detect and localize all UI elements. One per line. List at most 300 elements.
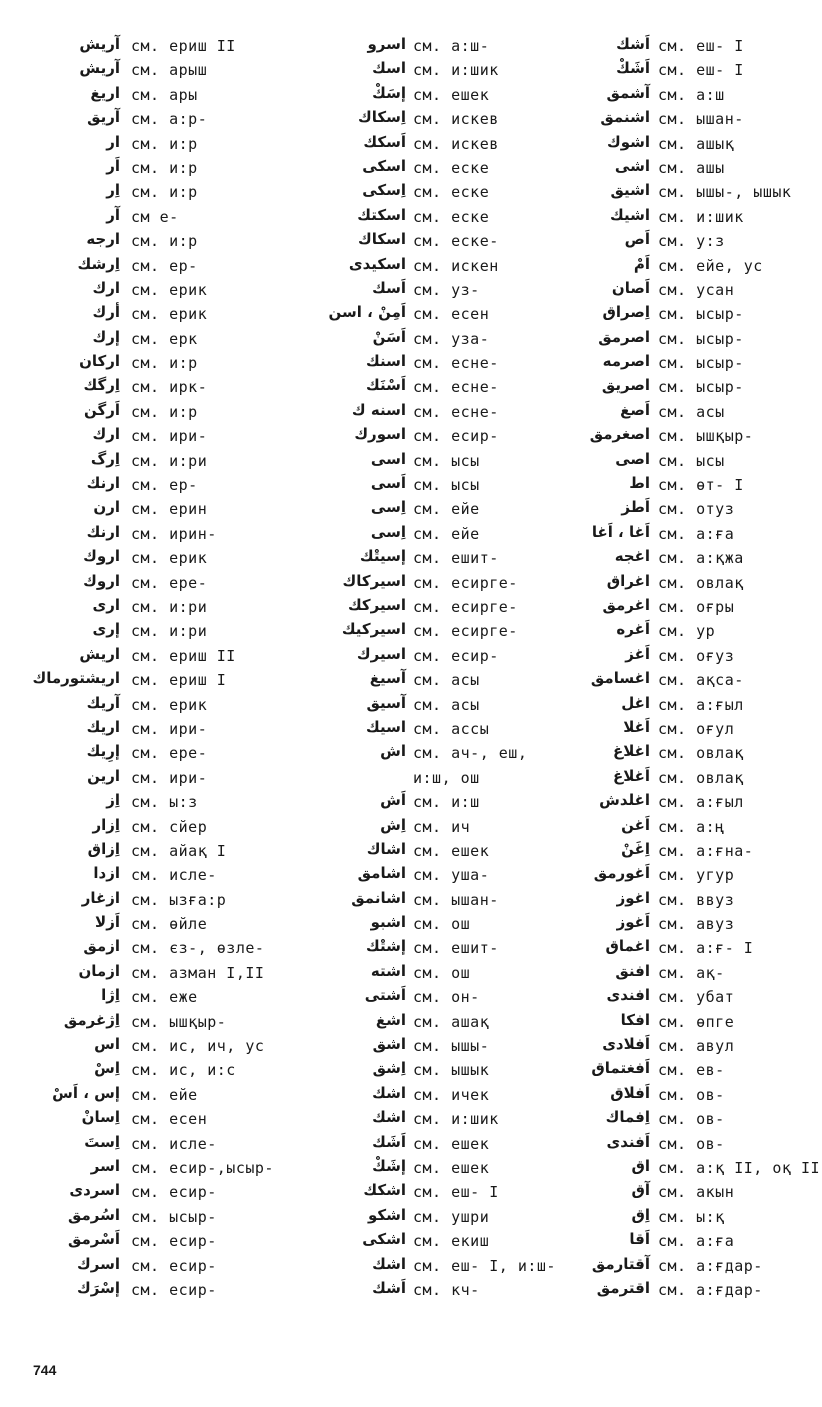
cross-reference: см. оғуз [658, 646, 735, 665]
cross-reference: см. ышан- [413, 890, 499, 909]
arabic-headword: اَغورمق [593, 864, 650, 883]
arabic-headword: اَطز [621, 498, 650, 517]
cross-reference: см. ысы [413, 451, 480, 470]
entry-row [545, 1106, 815, 1130]
cross-reference: см. ышқыр- [131, 1012, 227, 1031]
cross-reference: см. ош [413, 963, 471, 982]
cross-reference: см. есен [131, 1110, 208, 1129]
entry-row [545, 399, 815, 423]
arabic-headword: ارجه [86, 230, 120, 249]
arabic-headword: اَصغ [620, 400, 650, 419]
entry-row [0, 350, 275, 374]
arabic-headword: اَغن [621, 815, 650, 834]
cross-reference: см. есирге- [413, 622, 518, 641]
arabic-headword: اِژا [101, 986, 120, 1005]
entry-row [270, 82, 545, 106]
entry-row [0, 204, 275, 228]
cross-reference: см. өйле [131, 915, 208, 934]
entry-row [0, 765, 275, 789]
entry-row [270, 862, 545, 886]
arabic-headword: اغلاغ [612, 742, 650, 761]
cross-reference: см. отуз [658, 500, 735, 519]
arabic-headword: اغسامق [590, 669, 650, 688]
entry-row [545, 33, 815, 57]
entry-row [270, 253, 545, 277]
entry-row [545, 716, 815, 740]
cross-reference: см. ер- [131, 256, 198, 275]
entry-row [270, 789, 545, 813]
cross-reference: см. єз-, өзле- [131, 939, 265, 958]
entry-row [0, 716, 275, 740]
cross-reference: см. ысыр- [658, 329, 744, 348]
dictionary-column-1 [0, 33, 275, 1301]
cross-reference: см. ышқыр- [658, 427, 754, 446]
arabic-headword: إسَكْ [372, 83, 406, 102]
cross-reference: см. есен [413, 305, 490, 324]
entry-row [0, 667, 275, 691]
arabic-headword: آريك [86, 693, 120, 712]
cross-reference: см. ич [413, 817, 471, 836]
entry-row [270, 594, 545, 618]
arabic-headword: اشبو [370, 913, 406, 932]
arabic-headword: اِز [106, 791, 120, 810]
arabic-headword: اَمِنْ ، اسن [328, 303, 406, 322]
cross-reference: см. а:ш- [413, 37, 490, 55]
arabic-headword: اِزاق [87, 839, 120, 858]
entry-row [270, 1228, 545, 1252]
entry-row [270, 618, 545, 642]
entry-row [0, 448, 275, 472]
arabic-headword: ارنك [86, 474, 120, 493]
entry-row [545, 448, 815, 472]
arabic-headword: اِستَ [84, 1132, 120, 1151]
arabic-headword: إشَكْ [372, 1156, 406, 1175]
dictionary-column-3 [545, 33, 821, 1301]
cross-reference: см. ере- [131, 744, 208, 763]
arabic-headword: اسيركك [347, 595, 406, 614]
entry-row [0, 374, 275, 398]
arabic-headword: اركان [79, 352, 120, 371]
entry-row [0, 106, 275, 130]
entry-row [545, 570, 815, 594]
arabic-headword: اِرشك [77, 254, 120, 273]
arabic-headword: اَسك [372, 278, 406, 297]
arabic-headword: اسرك [77, 1254, 120, 1273]
arabic-headword: اِرگك [83, 376, 120, 395]
cross-reference: см. ири- [131, 427, 208, 446]
entry-row [270, 838, 545, 862]
arabic-headword: اِسكاك [358, 108, 406, 127]
cross-reference: см. өт- I [658, 476, 744, 495]
arabic-headword: اِق [631, 1205, 650, 1224]
entry-row [0, 1057, 275, 1081]
entry-row [0, 740, 275, 764]
cross-reference: см. ерк [131, 329, 198, 348]
entry-row [0, 1228, 275, 1252]
entry-row [545, 838, 815, 862]
arabic-headword: اشك [372, 1083, 406, 1102]
cross-reference: см. ис, ич, ус [131, 1037, 265, 1056]
entry-row [0, 594, 275, 618]
arabic-headword: ازمان [78, 961, 120, 980]
entry-row [545, 1253, 815, 1277]
arabic-headword: اشاك [366, 839, 406, 858]
cross-reference: см. асы [658, 402, 725, 421]
arabic-headword: إسيتْك [359, 547, 406, 566]
cross-reference: см. ев- [658, 1061, 725, 1080]
arabic-headword: اروك [83, 571, 120, 590]
arabic-headword: آریش [79, 35, 120, 53]
arabic-headword: اروك [83, 547, 120, 566]
entry-row [545, 765, 815, 789]
arabic-headword: اشكك [363, 1181, 406, 1200]
cross-reference: см. угур [658, 866, 735, 885]
entry-row [545, 1228, 815, 1252]
cross-reference: см. есир- [131, 1280, 217, 1299]
arabic-headword: اط [629, 474, 650, 493]
entry-row [0, 131, 275, 155]
cross-reference: см. есир- [413, 427, 499, 446]
arabic-headword: اَمْ [633, 254, 650, 273]
cross-reference: см. и:ри [131, 597, 208, 616]
arabic-headword: اَزلا [95, 913, 120, 932]
entry-row [545, 472, 815, 496]
cross-reference: см. уша- [413, 866, 490, 885]
cross-reference: см. ақ- [658, 963, 725, 982]
cross-reference: см. сйер [131, 817, 208, 836]
arabic-headword: اسكتك [357, 205, 406, 224]
cross-reference: см. а:ш [658, 85, 725, 104]
cross-reference: см. и:шик [413, 61, 499, 80]
entry-row [270, 179, 545, 203]
entry-row [545, 1131, 815, 1155]
entry-row [545, 204, 815, 228]
cross-reference: см. а:қ II, оқ II [658, 1158, 821, 1177]
entry-row [270, 984, 545, 1008]
cross-reference: см. екиш [413, 1232, 490, 1251]
entry-row [0, 253, 275, 277]
entry-row [545, 423, 815, 447]
cross-reference: см. ышан- [658, 110, 744, 129]
arabic-headword: اَسْنَك [366, 376, 406, 395]
cross-reference: и:ш, ош [413, 768, 480, 787]
cross-reference: см. ысыр- [658, 378, 744, 397]
entry-row [270, 399, 545, 423]
entry-row [270, 545, 545, 569]
arabic-headword: ارن [93, 498, 120, 517]
arabic-headword: ار [106, 132, 120, 151]
entry-row [0, 326, 275, 350]
arabic-headword: اِسى [370, 522, 406, 541]
cross-reference: см. ассы [413, 719, 490, 738]
cross-reference: см. и:р [131, 232, 198, 251]
entry-row [545, 131, 815, 155]
cross-reference: см. ейе, ус [658, 256, 763, 275]
arabic-headword: اشكى [362, 1230, 406, 1249]
cross-reference: см. оғры [658, 597, 735, 616]
arabic-headword: اغلدش [599, 791, 650, 810]
arabic-headword: آسيق [366, 693, 406, 712]
arabic-headword: افنق [615, 961, 650, 980]
cross-reference: см. и:р [131, 158, 198, 177]
arabic-headword: اِشق [372, 1059, 406, 1078]
cross-reference: см. а:қжа [658, 549, 744, 568]
cross-reference: см. ири- [131, 768, 208, 787]
entry-row [545, 911, 815, 935]
entry-row [0, 643, 275, 667]
cross-reference: см. ашақ [413, 1012, 490, 1031]
cross-reference: см. ерик [131, 280, 208, 299]
cross-reference: см. ирин- [131, 524, 217, 543]
arabic-headword: اسيك [366, 717, 406, 736]
arabic-headword: اق [631, 1156, 650, 1175]
arabic-headword: اشامق [357, 864, 406, 883]
arabic-headword: ازدا [93, 864, 120, 883]
entry-row [270, 448, 545, 472]
cross-reference: см. и:шик [413, 1110, 499, 1129]
arabic-headword: اغماق [605, 937, 650, 956]
entry-row [0, 1033, 275, 1057]
cross-reference: см. искев [413, 134, 499, 153]
entry-row [0, 155, 275, 179]
arabic-headword: اسك [372, 59, 406, 78]
arabic-headword: اَسكك [363, 132, 406, 151]
arabic-headword: اريك [86, 717, 120, 736]
cross-reference: см. и:ш [413, 793, 480, 812]
arabic-headword: اَشك [372, 1278, 406, 1297]
cross-reference: см. ерин [131, 500, 208, 519]
arabic-headword: اش [380, 742, 406, 761]
entry-row [270, 472, 545, 496]
entry-row [545, 594, 815, 618]
cross-reference: см. есир- [131, 1232, 217, 1251]
entry-row [270, 521, 545, 545]
cross-reference: см. овлақ [658, 768, 744, 787]
entry-row [0, 911, 275, 935]
cross-reference: см. он- [413, 988, 480, 1007]
cross-reference: см. ашы [658, 158, 725, 177]
arabic-headword: اشوك [606, 132, 650, 151]
entry-row [0, 1082, 275, 1106]
cross-reference: см. ейе [413, 524, 480, 543]
entry-row [545, 692, 815, 716]
cross-reference: см. ы:қ [658, 1207, 725, 1226]
cross-reference: см. а:ғыл [658, 793, 744, 812]
arabic-headword: اس [94, 1035, 120, 1054]
cross-reference: см. убат [658, 988, 735, 1007]
cross-reference: см. ысы [413, 476, 480, 495]
entry-row [0, 1204, 275, 1228]
arabic-headword: اغوز [616, 888, 650, 907]
dictionary-column-2 [270, 33, 556, 1301]
cross-reference: см. акын [658, 1183, 735, 1202]
cross-reference: см. ышык [413, 1061, 490, 1080]
cross-reference: см. исле- [131, 1134, 217, 1153]
entry-row [0, 692, 275, 716]
cross-reference: см. ири- [131, 719, 208, 738]
entry-row [0, 277, 275, 301]
entry-row [545, 960, 815, 984]
arabic-headword: اِسْ [94, 1059, 120, 1078]
cross-reference: см. есир- [131, 1256, 217, 1275]
cross-reference: см. ериш II [131, 646, 236, 665]
cross-reference: см. ызға:р [131, 890, 227, 909]
arabic-headword: اسنك [366, 352, 406, 371]
arabic-headword: آقتارمق [591, 1254, 650, 1273]
entry-row [0, 1009, 275, 1033]
cross-reference: см. а:ға [658, 524, 735, 543]
cross-reference: см. авул [658, 1037, 735, 1056]
arabic-headword: اسورك [354, 425, 406, 444]
entry-row [270, 643, 545, 667]
cross-reference: см. ериш I [131, 671, 227, 690]
entry-row [0, 496, 275, 520]
arabic-headword: اِش [380, 815, 406, 834]
entry-row [545, 1155, 821, 1179]
arabic-headword: اغجه [614, 547, 650, 566]
entry-row [270, 131, 545, 155]
arabic-headword: اِسى [370, 498, 406, 517]
entry-row [545, 935, 815, 959]
cross-reference: см. и:шик [658, 207, 744, 226]
cross-reference: см. еш- I [658, 61, 744, 80]
entry-row [270, 1277, 545, 1301]
cross-reference: см. ичек [413, 1085, 490, 1104]
arabic-headword: اَفلاق [610, 1083, 650, 1102]
arabic-headword: اشق [372, 1035, 406, 1054]
entry-row [270, 716, 545, 740]
cross-reference: см. ввуз [658, 890, 735, 909]
arabic-headword: اَسَنْ [372, 327, 406, 346]
entry-row [0, 1179, 275, 1203]
entry-row [0, 179, 275, 203]
entry-row [545, 350, 815, 374]
entry-row [545, 374, 815, 398]
cross-reference: см. ере- [131, 573, 208, 592]
cross-reference: см. ы:з [131, 793, 198, 812]
arabic-headword: اسى [370, 449, 406, 468]
arabic-headword: اَغز [625, 644, 650, 663]
entry-row [270, 33, 545, 57]
arabic-headword: اشيق [610, 181, 650, 200]
entry-row [270, 204, 545, 228]
arabic-headword: اسكاك [358, 230, 406, 249]
arabic-headword: إشتْك [366, 937, 406, 956]
arabic-headword: اسنه ك [351, 400, 406, 419]
cross-reference: см. кч- [413, 1280, 480, 1299]
entry-row [545, 740, 815, 764]
arabic-headword: ازغار [81, 888, 120, 907]
cross-reference: см. есне- [413, 354, 499, 373]
arabic-headword: اَرگن [84, 400, 120, 419]
entry-row [545, 667, 815, 691]
entry-row [0, 984, 275, 1008]
cross-reference: см. ейе [413, 500, 480, 519]
cross-reference: см. а:ғна- [658, 841, 754, 860]
arabic-headword: اشكو [367, 1205, 406, 1224]
arabic-headword: اِصراق [602, 303, 650, 322]
entry-row [270, 374, 545, 398]
cross-reference: см. а:ң [658, 817, 725, 836]
cross-reference: см. и:р [131, 134, 198, 153]
arabic-headword: اِر [106, 181, 120, 200]
page-number: 744 [33, 1362, 57, 1378]
arabic-headword: اریغ [90, 83, 120, 102]
cross-reference: см. ешек [413, 841, 490, 860]
entry-row [545, 496, 815, 520]
arabic-headword: اشى [614, 156, 650, 175]
arabic-headword: اِژغرمق [63, 1010, 120, 1029]
entry-row [0, 228, 275, 252]
entry-row [270, 301, 545, 325]
arabic-headword: اسُرمق [67, 1205, 120, 1224]
entry-row [0, 82, 275, 106]
arabic-headword: ارك [92, 278, 120, 297]
entry-row [545, 887, 815, 911]
arabic-headword: اَفندى [606, 1132, 650, 1151]
entry-row [545, 253, 815, 277]
entry-row [0, 1253, 275, 1277]
entry-row [0, 935, 275, 959]
entry-row [270, 228, 545, 252]
entry-row [270, 692, 545, 716]
cross-reference: см. и:р [131, 183, 198, 202]
arabic-headword: اَغا ، اَغا [591, 522, 650, 541]
entry-row [270, 911, 545, 935]
entry-row [545, 814, 815, 838]
cross-reference: см. а:р- [131, 110, 208, 129]
arabic-headword: اَص [624, 230, 650, 249]
arabic-headword: اَغوز [616, 913, 650, 932]
arabic-headword: اَفغتماق [591, 1059, 650, 1078]
arabic-headword: اشك [372, 1108, 406, 1127]
arabic-headword: اَشَكْ [616, 59, 650, 78]
arabic-headword: ارنك [86, 522, 120, 541]
entry-row [0, 545, 275, 569]
entry-row [270, 350, 545, 374]
arabic-headword: اسكى [362, 156, 406, 175]
entry-row [0, 521, 275, 545]
cross-reference: см. ышы- [413, 1037, 490, 1056]
cross-reference: см. ешит- [413, 939, 499, 958]
arabic-headword: اِرگ [90, 449, 120, 468]
entry-row [545, 545, 815, 569]
entry-row [545, 155, 815, 179]
arabic-headword: اريش [79, 644, 120, 663]
entry-row [270, 1155, 545, 1179]
entry-row [270, 496, 545, 520]
entry-row [545, 82, 815, 106]
entry-row [270, 423, 545, 447]
cross-reference: см е- [131, 207, 179, 226]
arabic-headword: اَشك [616, 35, 650, 53]
arabic-headword: أرك [92, 303, 120, 322]
arabic-headword: اسيركيك [341, 620, 406, 639]
cross-reference: см. айақ I [131, 841, 227, 860]
arabic-headword: اشك [372, 1254, 406, 1273]
cross-reference: см. ысыр- [658, 354, 744, 373]
cross-reference: см. ысыр- [131, 1207, 217, 1226]
arabic-headword: اَسى [370, 474, 406, 493]
entry-row [270, 887, 545, 911]
arabic-headword: اغرمق [602, 595, 650, 614]
entry-row [0, 1131, 275, 1155]
entry-row [545, 179, 815, 203]
entry-row [0, 960, 275, 984]
entry-row [0, 570, 275, 594]
entry-row [545, 984, 815, 1008]
cross-reference: см. и:ри [131, 451, 208, 470]
